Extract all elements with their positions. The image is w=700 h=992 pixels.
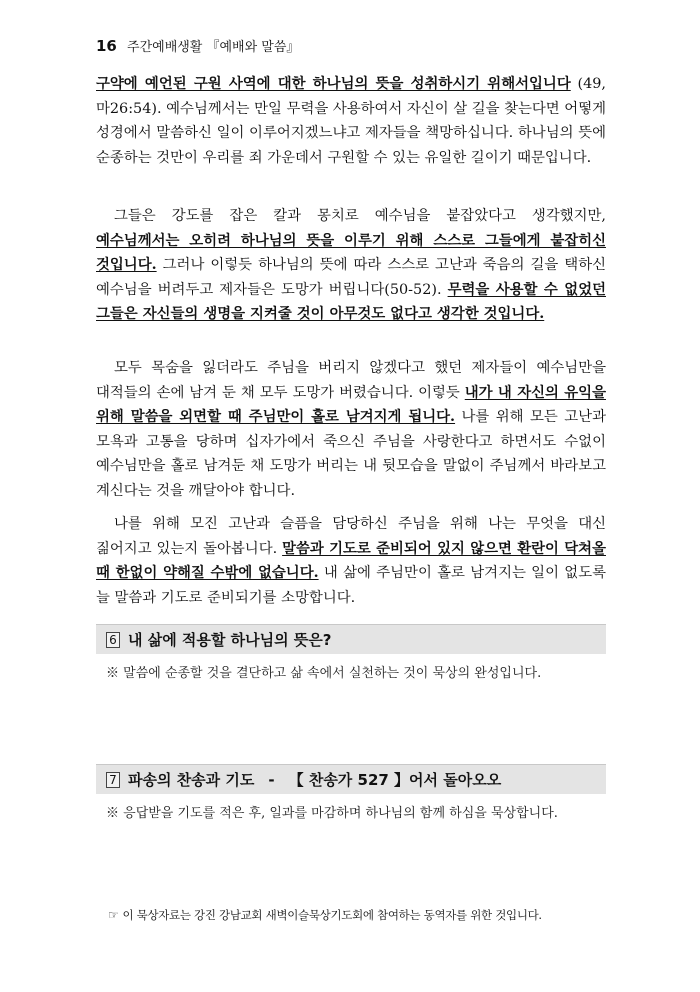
- body-text: 내 삶에 주님만이 홀로 남겨지는 일이 없도록 늘 말씀과 기도로 준비되기를 소망합니다.: [96, 565, 606, 606]
- body-text: 나를 위해 모진 고난과 슬픔을 담당하신 주님을 위해 나는 무엇을 대신 짊어지고 있는지 돌아봅니다.: [96, 516, 606, 557]
- footer-text: 이 묵상자료는 강진 강남교회 새벽이슬묵상기도회에 참여하는 동역자를 위한 것입니다.: [122, 908, 542, 922]
- section-6-note: ※ 말씀에 순종할 것을 결단하고 삶 속에서 실천하는 것이 묵상의 완성입니다.: [106, 666, 542, 681]
- hymn-reference: 【 찬송가 527 】어서 돌아오오: [288, 770, 502, 789]
- emphasis-text: 구약에 예언된 구원 사역에 대한 하나님의 뜻을 성취하시기 위해서입니다: [96, 75, 571, 92]
- paragraph-4: [96, 512, 606, 610]
- footer-note: [108, 907, 542, 923]
- paragraph-2: [96, 204, 606, 327]
- emphasis-text: 내가 내 자신의 유익을 위해 말씀을 외면할 때 주님만이 홀로 남겨지게 됩니다.: [96, 383, 606, 425]
- section-7-note: ※ 응답받을 기도를 적은 후, 일과를 마감하며 하나님의 함께 하심을 묵상합니다.: [106, 806, 558, 821]
- section-title: 내 삶에 적용할 하나님의 뜻은?: [128, 630, 332, 649]
- paragraph-1: [96, 72, 606, 170]
- page-number: 16: [96, 37, 117, 55]
- publication-title: 주간예배생활 『예배와 말씀』: [127, 40, 300, 55]
- separator: -: [268, 770, 275, 789]
- body-text: (49, 마26:54). 예수님께서는 만일 무력을 사용하여서 자신이 살 길을 찾는다면 어떻게 성경에서 말씀하신 일이 이루어지겠느냐고 제자들을 책망하십니다. 하나님의 뜻에 순종하는 것만이 우리를 죄 가운데서 구원할 수 있는 유일한 길이기 때문입니다.: [96, 76, 607, 166]
- emphasis-text: 무력을 사용할 수 없었던 그들은 자신들의 생명을 지켜줄 것이 아무것도 없다고 생각한 것입니다.: [96, 280, 606, 322]
- paragraph-3: [96, 356, 606, 503]
- pointing-hand-icon: ☞: [108, 908, 119, 922]
- body-text: 모두 목숨을 잃더라도 주님을 버리지 않겠다고 했던 제자들이 예수님만을 대적들의 손에 남겨 둔 채 모두 도망가 버렸습니다. 이렇듯: [96, 360, 606, 401]
- section-6-header: [96, 624, 606, 654]
- body-text: 그들은 강도를 잡은 칼과 몽치로 예수님을 붙잡았다고 생각했지만,: [114, 208, 606, 224]
- section-7-header: [96, 764, 606, 794]
- emphasis-text: 예수님께서는 오히려 하나님의 뜻을 이루기 위해 스스로 그들에게 붙잡히신 것입니다.: [96, 231, 606, 273]
- body-text: 그러나 이렇듯 하나님의 뜻에 따라 스스로 고난과 죽음의 길을 택하신 예수님을 버려두고 제자들은 도망가 버립니다(50-52).: [96, 257, 606, 298]
- body-text: 나를 위해 모든 고난과 모욕과 고통을 당하며 십자가에서 죽으신 주님을 사랑한다고 하면서도 수없이 예수님만을 홀로 남겨둔 채 도망가 버리는 내 뒷모습을 말없이 주님께서 바라보고 계신다는 것을 깨달아야 합니다.: [96, 409, 606, 499]
- section-number: 6: [106, 632, 120, 648]
- section-number: 7: [106, 772, 120, 788]
- page-header: [96, 36, 299, 55]
- emphasis-text: 말씀과 기도로 준비되어 있지 않으면 환란이 닥쳐올 때 한없이 약해질 수밖에 없습니다.: [96, 539, 606, 581]
- section-title: 파송의 찬송과 기도: [128, 770, 255, 789]
